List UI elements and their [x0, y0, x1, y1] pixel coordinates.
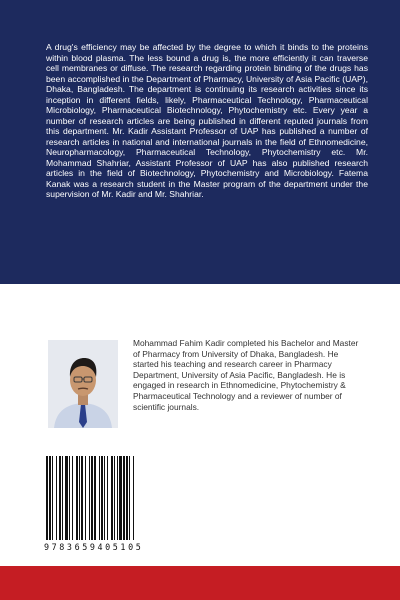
isbn-digits: 9783659405105 [44, 542, 144, 552]
barcode-bar [99, 456, 100, 540]
barcode-bar [76, 456, 78, 540]
barcode-bar [114, 456, 115, 540]
barcode-bar [46, 456, 48, 540]
barcode-bar [107, 456, 108, 540]
barcode-bar [65, 456, 68, 540]
barcode-bar [111, 456, 113, 540]
top-blue-panel [0, 0, 400, 284]
barcode-bar [117, 456, 118, 540]
barcode-bar [62, 456, 63, 540]
barcode-bar [49, 456, 51, 540]
barcode-bar [123, 456, 125, 540]
barcode-bar [101, 456, 103, 540]
barcode-bar [69, 456, 70, 540]
barcode-bar [129, 456, 130, 540]
bottom-red-band [0, 566, 400, 600]
barcode-bar [89, 456, 90, 540]
barcode-bar [79, 456, 80, 540]
barcode-bar [94, 456, 96, 540]
book-blurb: A drug's efficiency may be affected by the degree to which it binds to the proteins within blood plasma. The less bound a drug is, the more efficiently it can traverse cell membranes or diffuse. The research regarding protein binding of the drugs has been accomplished in the Department of Pharmacy, University of Asia Pacific (UAP), Dhaka, Bangladesh. The department is continuing its research activities since its inception in different fields, likely, Pharmaceutical Technology, Pharmaceutical Microbiology, Pharmaceutical Biotechnology, Phytochemistry etc. Every year a number of research articles are being published in different reputed journals from this department. Mr. Kadir Assistant Professor of UAP has published a number of research articles in national and international journals in the field of Ethnomedicine, Neuropharmacology, Pharmaceutical Technology, Phytochemistry etc. Mr. Mohammad Shahriar, Assistant Professor of UAP has also published research articles in the field of Biotechnology, Phytochemistry and Microbiology. Fatema Kanak was a research student in the Master program of the department under the supervision of Mr. Kadir and Mr. Shahriar. [46, 42, 368, 199]
barcode-bar [119, 456, 122, 540]
barcode-bar [72, 456, 73, 540]
barcode-bar [52, 456, 53, 540]
barcode-bar [104, 456, 105, 540]
barcode-bar [56, 456, 57, 540]
barcode-bar [126, 456, 128, 540]
barcode-bar [85, 456, 86, 540]
barcode-bar [59, 456, 61, 540]
isbn-barcode [44, 456, 184, 558]
barcode-bar [133, 456, 134, 540]
author-photo [48, 340, 118, 428]
barcode-bars [44, 456, 184, 542]
barcode-bar [91, 456, 93, 540]
barcode-bar [81, 456, 83, 540]
author-bio: Mohammad Fahim Kadir completed his Bachelor and Master of Pharmacy from University of Dhaka, Bangladesh. He started his teaching and research career in Pharmacy Department, University of Asia Pacific, Bangladesh. He is engaged in research in Ethnomedicine, Phytochemistry & Pharmaceutical Technology and a reviewer of number of scientific journals. [133, 338, 359, 412]
